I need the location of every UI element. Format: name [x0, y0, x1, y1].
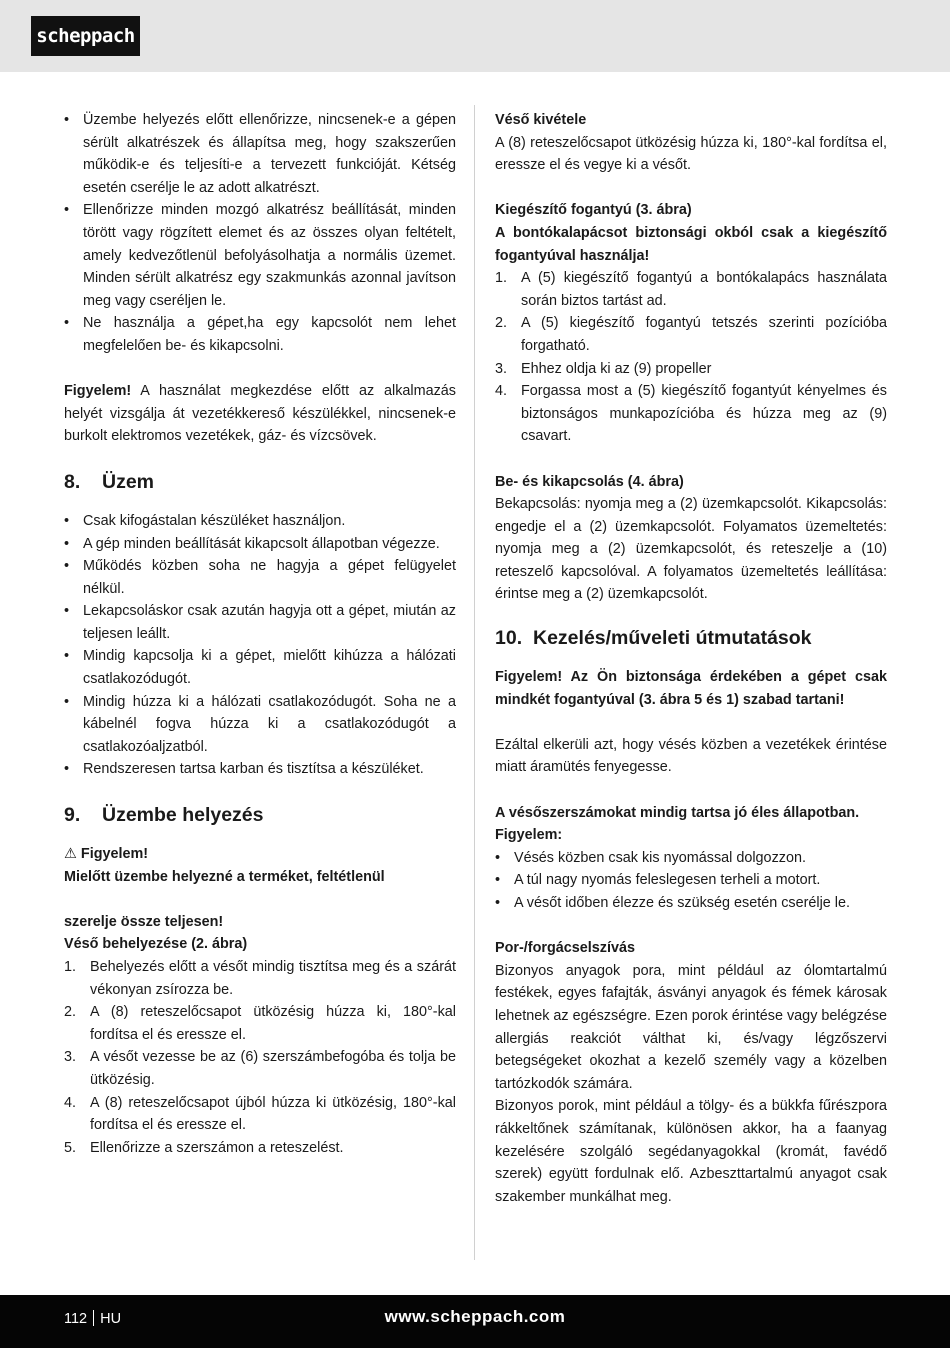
list-item: • Csak kifogástalan készüléket használjon.	[64, 510, 456, 533]
attention-label-right: Figyelem:	[495, 827, 563, 844]
list-item: 4. Forgassa most a (5) kiegészítő fogantyút kényelmes és biztonságos munkapozícióba és húzza meg az (9) csavart.	[495, 383, 887, 445]
list-item: • A vésőt időben élezze és szükség esetén cserélje le.	[495, 892, 887, 915]
attention-label: Figyelem!	[64, 383, 132, 400]
handle-steps	[495, 267, 887, 448]
left-column	[64, 109, 456, 1159]
safety-warning: Figyelem! Az Ön biztonsága érdekében a gépet csak mindkét fogantyúval (3. ábra 5 és 1) szabad tartani!	[495, 669, 887, 708]
chisel-insert-steps	[64, 956, 456, 1159]
attention-paragraph	[64, 380, 456, 448]
list-item: 1. Behelyezés előtt a vésőt mindig tisztítsa meg és a szárát vékonyan zsírozza be.	[64, 959, 456, 998]
list-item: • Mindig húzza ki a hálózati csatlakozódugót. Soha ne a kábelnél fogva húzza ki a csatlakozódugót a csatlakozóaljzatból.	[64, 691, 456, 759]
list-item: • Ellenőrizze minden mozgó alkatrész beállítását, minden törött vagy rögzített elemet és az összes olyan feltételt, amely kedvezőtlenül befolyásolhatja a normális üzemet. Minden sérült alkatrész egy szakmunkás azonnal javítson meg vagy cseréljen le.	[64, 199, 456, 312]
list-item: 3. A vésőt vezesse be az (6) szerszámbefogóba és tolja be ütközésig.	[64, 1049, 456, 1088]
warning-icon: ⚠	[64, 846, 77, 863]
list-item: 5. Ellenőrizze a szerszámon a reteszelést.	[64, 1139, 344, 1156]
intro-bullet-list	[64, 109, 456, 358]
list-item: 3. Ehhez oldja ki az (9) propeller	[495, 360, 712, 377]
list-item: • Rendszeresen tartsa karban és tisztítsa a készüléket.	[64, 758, 456, 781]
list-item: • Lekapcsoláskor csak azután hagyja ott a gépet, miután az teljesen leállt.	[64, 600, 456, 645]
attention-bullet-list	[495, 847, 887, 915]
right-column	[495, 109, 887, 1208]
chisel-insert-title: Véső behelyezése (2. ábra)	[64, 936, 248, 953]
list-item: • Vésés közben csak kis nyomással dolgozzon.	[495, 847, 887, 870]
sharp-tools-title: A vésőszerszámokat mindig tartsa jó éles állapotban.	[495, 804, 860, 821]
list-item: • A gép minden beállítását kikapcsolt állapotban végezze.	[64, 533, 456, 556]
chisel-remove-text: A (8) reteszelőcsapot ütközésig húzza ki, 180°-kal fordítsa el, eressze el és vegye ki a vésőt.	[495, 134, 887, 174]
website-link[interactable]: www.scheppach.com	[384, 1307, 566, 1326]
column-divider	[474, 105, 475, 1260]
warning-heading: ⚠ Figyelem!	[64, 846, 149, 863]
section-9-heading: 9. Üzembe helyezés	[64, 804, 264, 827]
chisel-remove-title: Véső kivétele	[495, 112, 587, 128]
safety-text: Ezáltal elkerüli azt, hogy vésés közben a vezetékek érintése miatt áramütés fenyegesse.	[495, 736, 887, 776]
switch-text: Bekapcsolás: nyomja meg a (2) üzemkapcsolót. Kikapcsolás: engedje el a (2) üzemkapcsolót. Folyamatos üzemeltetés: nyomja meg a (2) üzemkapcsolót, és reteszelje a (10) reteszelő kapcsolóval. A folyamatos üzemeltetés leállítása: érintse meg a (2) üzemkapcsolót.	[495, 496, 887, 603]
section-8-heading: 8. Üzem	[64, 470, 155, 493]
list-item: 1. A (5) kiegészítő fogantyú a bontókalapács használata során biztos tartást ad.	[495, 270, 887, 309]
operation-bullet-list	[64, 510, 456, 781]
attention-text: A használat megkezdése előtt az alkalmazás helyét vizsgálja át vezetékkereső készülékkel, nincsenek-e burkolt elektromos vezetékek, gáz- és vízcsövek.	[64, 383, 456, 445]
language-code: HU	[100, 1311, 122, 1327]
switch-title: Be- és kikapcsolás (4. ábra)	[495, 473, 684, 490]
page-number: 112 HU	[64, 1311, 122, 1327]
list-item: • A túl nagy nyomás feleslegesen terheli a motort.	[495, 869, 887, 892]
list-item: • Ne használja a gépet,ha egy kapcsolót nem lehet megfelelően be- és kikapcsolni.	[64, 312, 456, 357]
section-10-heading: 10. Kezelés/műveleti útmutatások	[495, 627, 812, 650]
warning-line-1: Mielőtt üzembe helyezné a terméket, feltétlenül	[64, 868, 385, 885]
list-item: • Működés közben soha ne hagyja a gépet felügyelet nélkül.	[64, 555, 456, 600]
handle-warning: A bontókalapácsot biztonsági okból csak a kiegészítő fogantyúval használja!	[495, 224, 887, 264]
dust-text-1: Bizonyos anyagok pora, mint például az ólomtartalmú festékek, egyes fafajták, ásványi anyagok és fémek károsak lehetnek az egészségre. Ezen porok érintése vagy belégzése allergiás reakciót válthat ki, és/vagy légzőszervi betegségeket okozhat a kezelő személy vagy a közelben tartózkodók számára.	[495, 962, 887, 1092]
footer-bar	[0, 1295, 950, 1348]
handle-title: Kiegészítő fogantyú (3. ábra)	[495, 202, 692, 219]
list-item: 2. A (8) reteszelőcsapot ütközésig húzza ki, 180°-kal fordítsa el és eressze el.	[64, 1004, 456, 1043]
dust-title: Por-/forgácselszívás	[495, 940, 635, 957]
dust-text-2: Bizonyos porok, mint például a tölgy- és a bükkfa fűrészpora rákkeltőnek számítanak, különösen akkor, ha a faanyag kezelésére szolgáló segédanyagokkal (kromát, favédő szerek) együtt fordulnak elő. Azbeszttartalmú anyagot csak szakember munkálhat meg.	[495, 1098, 887, 1205]
list-item: 4. A (8) reteszelőcsapot újból húzza ki ütközésig, 180°-kal fordítsa el és eressze el.	[64, 1094, 456, 1134]
warning-line-2: szerelje össze teljesen!	[64, 913, 224, 930]
list-item: • Mindig kapcsolja ki a gépet, mielőtt kihúzza a hálózati csatlakozódugót.	[64, 645, 456, 690]
list-item: • Üzembe helyezés előtt ellenőrizze, nincsenek-e a gépen sérült alkatrészek és állapítsa meg, hogy szakszerűen működik-e és teljesíti-e a tervezett funkcióját. Kétség esetén cserélje le az adott alkatrészt.	[64, 109, 456, 199]
list-item: 2. A (5) kiegészítő fogantyú tetszés szerinti pozícióba forgatható.	[495, 315, 887, 354]
scheppach-logo: scheppach	[31, 16, 140, 56]
header-bar	[0, 0, 950, 72]
